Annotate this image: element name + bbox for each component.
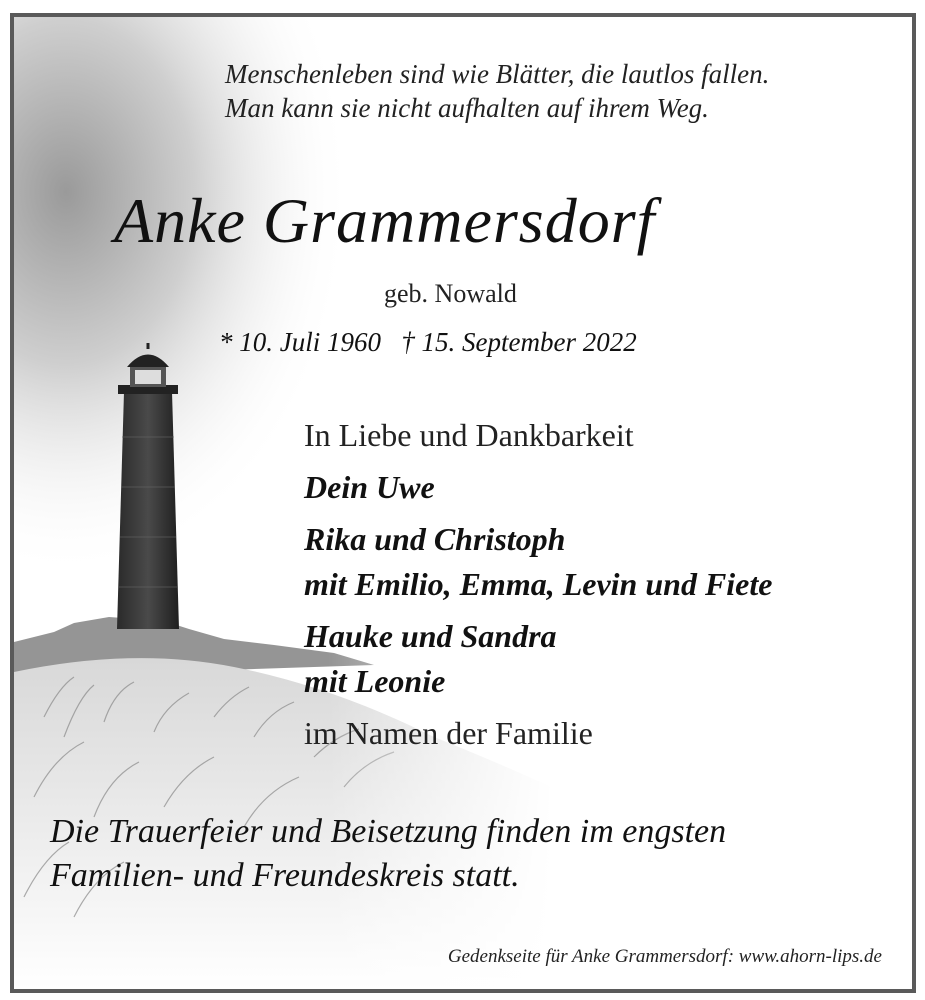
motto-line-1: Menschenleben sind wie Blätter, die lautlos fallen. xyxy=(225,59,770,89)
ceremony-note-line-1: Die Trauerfeier und Beisetzung finden im engsten xyxy=(50,813,727,850)
mourner-group-2: Hauke und Sandra xyxy=(304,618,557,654)
deceased-name: Anke Grammersdorf xyxy=(114,185,656,256)
ceremony-note-line-2: Familien- und Freundeskreis statt. xyxy=(50,857,520,894)
memorial-page-link[interactable]: Gedenkseite für Anke Grammersdorf: www.ahorn-lips.de xyxy=(447,946,882,967)
mourners-closing: im Namen der Familie xyxy=(304,715,593,751)
maiden-name: geb. Nowald xyxy=(384,279,517,308)
mourner-group-2-children: mit Leonie xyxy=(304,663,446,699)
mourner-spouse: Dein Uwe xyxy=(304,469,435,505)
mourner-group-1: Rika und Christoph xyxy=(304,521,566,557)
motto-line-2: Man kann sie nicht aufhalten auf ihrem Weg. xyxy=(225,93,709,123)
mourner-group-1-children: mit Emilio, Emma, Levin und Fiete xyxy=(304,566,773,602)
mourners-intro: In Liebe und Dankbarkeit xyxy=(304,417,634,453)
life-dates: * 10. Juli 1960 † 15. September 2022 xyxy=(219,327,637,357)
obituary-notice xyxy=(10,13,916,993)
